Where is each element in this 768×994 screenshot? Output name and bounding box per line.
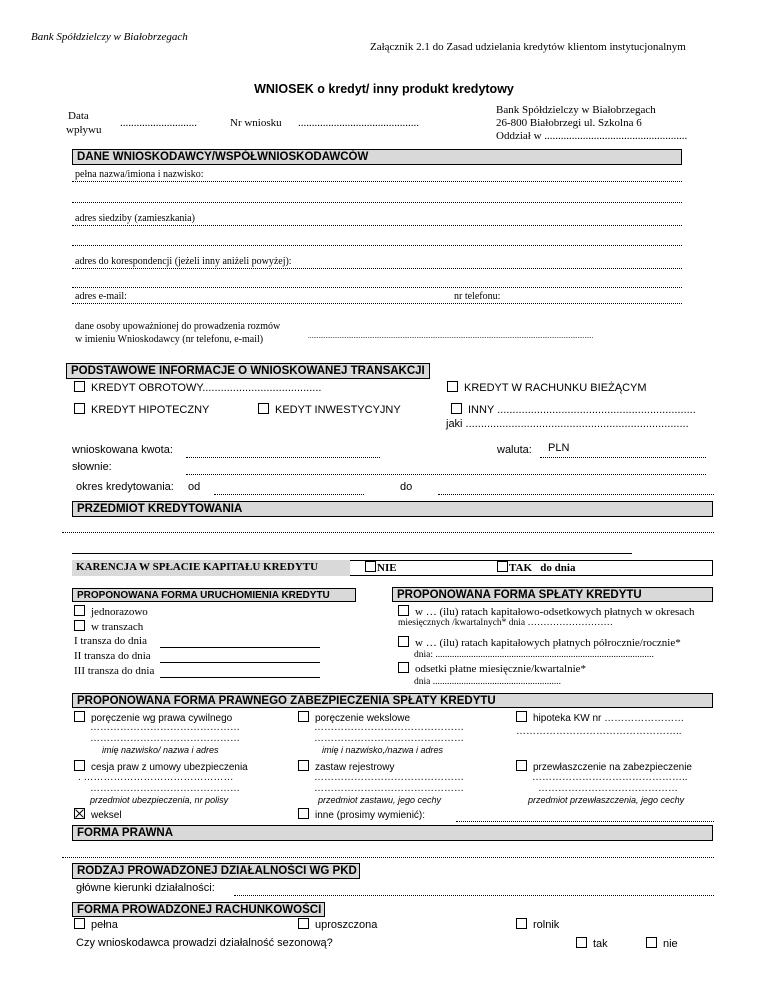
seasonal-no-label: nie [663,938,678,950]
mortgage-kw-label: hipoteka KW nr …………………… [533,713,685,724]
bill-guarantee-caption: imię i nazwisko,/nazwa i adres [322,745,444,755]
period-from-label: od [188,481,201,493]
repayment-option-3-detail[interactable]: dnia ...................................................... [414,677,561,687]
checkbox-icon[interactable] [258,403,269,414]
full-name-field-2[interactable] [72,202,682,203]
seasonal-question: Czy wnioskodawca prowadzi działalność sezonową? [76,937,333,949]
bank-name-header: Bank Spółdzielczy w Białobrzegach [31,31,188,43]
tranche-1-field[interactable] [160,647,320,648]
period-from-field[interactable] [214,494,364,495]
correspondence-address-label: adres do korespondencji (jeżeli inny aniżeli powyżej): [75,256,292,267]
checkbox-icon[interactable] [447,381,458,392]
promissory-note-label: weksel [91,810,122,821]
section-accounting: FORMA PROWADZONEJ RACHUNKOWOŚCI [72,902,325,917]
full-name-field[interactable] [72,181,682,182]
grace-yes-label: TAK [509,562,533,574]
transfer-field-2[interactable]: …………………………………… [538,783,678,794]
accounting-simplified-label: uproszczona [315,919,378,931]
bill-guarantee-label: poręczenie wekslowe [315,713,411,724]
date-field[interactable]: ............................ [120,117,197,129]
repayment-option-2[interactable] [398,636,681,649]
annex-note: Załącznik 2.1 do Zasad udzielania kredytów klientom instytucjonalnym [370,41,686,53]
date-label-1: Data [68,110,89,122]
section-disbursement: PROPONOWANA FORMA URUCHOMIENIA KREDYTU [72,588,356,602]
accounting-full-label: pełna [91,919,118,931]
option-working-capital[interactable] [74,381,321,394]
checkbox-icon[interactable] [398,636,409,647]
insurance-caption: przedmiot ubezpieczenia, nr polisy [90,795,229,805]
checkbox-icon[interactable] [516,918,527,929]
legal-form-field[interactable] [62,857,714,858]
checkbox-icon[interactable] [398,662,409,673]
collateral-promissory-note[interactable] [74,808,122,821]
subject-field-2[interactable] [72,553,632,554]
checkbox-icon[interactable] [365,561,376,572]
insurance-field-1[interactable]: . ……………………………………… [78,772,234,783]
period-to-label: do [400,481,413,493]
bank-address-line2: 26-800 Białobrzegi ul. Szkolna 6 [496,117,642,129]
section-collateral: PROPONOWANA FORMA PRAWNEGO ZABEZPIECZENIA SPŁATY KREDYTU [72,693,713,708]
repayment-option-2-detail[interactable]: dnia: ............................................................................................ [414,650,654,660]
grace-yes-option[interactable] [497,561,575,574]
bill-guarantee-field-1[interactable]: ……………………………………… [314,722,464,733]
checkbox-icon[interactable] [298,711,309,722]
checkbox-icon[interactable] [646,937,657,948]
bill-guarantee-field-2[interactable]: ……………………………………… [314,733,464,744]
other-collateral-label: inne (prosimy wymienić): [315,810,426,821]
checkbox-icon[interactable] [74,381,85,392]
other-specify-field[interactable]: jaki ......................................................................... [446,418,689,430]
option-other-label: INNY ................................................................. [468,404,696,416]
amount-words-label: słownie: [72,461,112,473]
transfer-caption: przedmiot przewłaszczenia, jego cechy [528,795,685,805]
checkbox-icon[interactable] [298,918,309,929]
amount-field[interactable] [186,457,380,458]
correspondence-address-field-2[interactable] [72,287,682,288]
option-investment[interactable] [258,403,401,416]
checkbox-icon[interactable] [298,808,309,819]
option-overdraft-label: KREDYT W RACHUNKU BIEŻĄCYM [464,382,647,394]
subject-field[interactable] [62,532,714,533]
section-applicant: DANE WNIOSKODAWCY/WSPÓŁWNIOSKODAWCÓW [72,149,682,165]
registered-pledge-label: zastaw rejestrowy [315,762,395,773]
date-label-2: wpływu [66,124,102,136]
insurance-assignment-label: cesja praw z umowy ubezpieczenia [91,762,248,773]
option-mortgage-label: KREDYT HIPOTECZNY [91,404,210,416]
tranche-2-field[interactable] [160,662,320,663]
application-number-label: Nr wniosku [230,117,282,129]
tranche-2-label: II transza do dnia [74,650,151,662]
repayment-option-1[interactable] [398,605,695,618]
repayment-option-1-detail[interactable]: miesięcznych /kwartalnych* dnia ……………………… [398,618,614,628]
contact-person-label-2: w imieniu Wnioskodawcy (nr telefonu, e-mail) [75,334,264,345]
bank-address-line1: Bank Spółdzielczy w Białobrzegach [496,104,656,116]
option-overdraft[interactable] [447,381,647,394]
email-phone-field[interactable] [72,303,682,304]
tranche-1-label: I transza do dnia [74,635,147,647]
checkbox-icon[interactable] [74,760,85,771]
option-working-capital-label: KREDYT OBROTOWY....................................... [91,382,322,394]
bank-branch-field[interactable]: Oddział w .................................................... [496,130,688,142]
collateral-mortgage[interactable] [516,711,684,724]
seat-address-field[interactable] [72,225,682,226]
grace-no-option[interactable] [365,561,397,574]
transfer-field-1[interactable]: ……………………………………….. [532,772,688,783]
section-transaction: PODSTAWOWE INFORMACJE O WNIOSKOWANEJ TRANSAKCJI [66,363,430,379]
disbursement-tranches[interactable] [74,620,143,633]
disbursement-single[interactable] [74,605,148,618]
transfer-label: przewłaszczenie na zabezpieczenie [533,762,692,773]
contact-person-field[interactable]: ................................................................................................................................................................... [308,332,594,340]
pledge-field-1[interactable]: ……………………………………… [314,772,464,783]
option-mortgage[interactable] [74,403,209,416]
checkbox-icon[interactable] [74,403,85,414]
full-name-label: pełna nazwa/imiona i nazwisko: [75,169,204,180]
section-subject: PRZEDMIOT KREDYTOWANIA [72,501,713,517]
civil-guarantee-label: poręczenie wg prawa cywilnego [91,713,233,724]
phone-label: nr telefonu: [454,291,501,302]
repayment-option-1-label: w … (ilu) ratach kapitałowo-odsetkowych płatnych w okresach [415,606,695,618]
civil-guarantee-field-2[interactable]: ……………………………………… [90,733,240,744]
tranche-3-label: III transza do dnia [74,665,155,677]
checked-checkbox-icon[interactable] [74,808,85,819]
checkbox-icon[interactable] [398,605,409,616]
checkbox-icon[interactable] [497,561,508,572]
main-activity-label: główne kierunki działalności: [76,882,215,894]
checkbox-icon[interactable] [74,711,85,722]
mortgage-field[interactable]: ………………………………………….. [516,726,682,737]
repayment-option-2-label: w … (ilu) ratach kapitałowych płatnych półrocznie/rocznie* [415,637,681,649]
option-other[interactable] [451,403,696,416]
accounting-farmer[interactable] [516,918,559,931]
accounting-full[interactable] [74,918,118,931]
other-collateral-field[interactable] [456,821,714,822]
accounting-simplified[interactable] [298,918,377,931]
email-label: adres e-mail: [75,291,127,302]
currency-field[interactable] [540,457,706,458]
currency-label: waluta: [497,444,532,456]
checkbox-icon[interactable] [74,918,85,929]
option-investment-label: KEDYT INWESTYCYJNY [275,404,401,416]
grace-label: KARENCJA W SPŁACIE KAPITAŁU KREDYTU [76,561,319,573]
civil-guarantee-caption: imię nazwisko/ nazwa i adres [102,745,219,755]
civil-guarantee-field-1[interactable]: ……………………………………… [90,722,240,733]
main-activity-field[interactable] [234,895,714,896]
amount-label: wnioskowana kwota: [72,444,173,456]
period-to-field[interactable] [438,494,714,495]
insurance-field-2[interactable]: ……………………………………… [90,783,240,794]
section-legal-form: FORMA PRAWNA [72,825,713,841]
contact-person-label-1: dane osoby upoważnionej do prowadzenia rozmów [75,321,281,332]
seasonal-yes[interactable] [576,937,608,950]
checkbox-icon[interactable] [516,711,527,722]
disbursement-single-label: jednorazowo [91,606,148,618]
pledge-field-2[interactable]: ……………………………………… [314,783,464,794]
accounting-farmer-label: rolnik [533,919,560,931]
checkbox-icon[interactable] [451,403,462,414]
seat-address-field-2[interactable] [72,245,682,246]
checkbox-icon[interactable] [516,760,527,771]
pledge-caption: przedmiot zastawu, jego cechy [318,795,442,805]
section-repayment: PROPONOWANA FORMA SPŁATY KREDYTU [392,587,713,602]
amount-words-field[interactable] [186,474,706,475]
checkbox-icon[interactable] [74,620,85,631]
checkbox-icon[interactable] [74,605,85,616]
disbursement-tranches-label: w transzach [91,621,144,633]
collateral-other[interactable] [298,808,425,821]
period-label: okres kredytowania: [76,481,174,493]
checkbox-icon[interactable] [576,937,587,948]
currency-value[interactable]: PLN [548,442,570,454]
repayment-option-3[interactable] [398,662,586,675]
grace-until-label: do dnia [540,562,576,574]
checkbox-icon[interactable] [298,760,309,771]
application-number-field[interactable]: ............................................ [298,117,419,129]
seasonal-yes-label: tak [593,938,608,950]
tranche-3-field[interactable] [160,677,320,678]
seat-address-label: adres siedziby (zamieszkania) [75,213,195,224]
section-pkd: RODZAJ PROWADZONEJ DZIAŁALNOŚCI WG PKD [72,863,360,879]
page-title: WNIOSEK o kredyt/ inny produkt kredytowy [254,82,514,96]
seasonal-no[interactable] [646,937,678,950]
grace-no-label: NIE [377,562,397,574]
correspondence-address-field[interactable] [72,268,682,269]
repayment-option-3-label: odsetki płatne miesięcznie/kwartalnie* [415,663,587,675]
